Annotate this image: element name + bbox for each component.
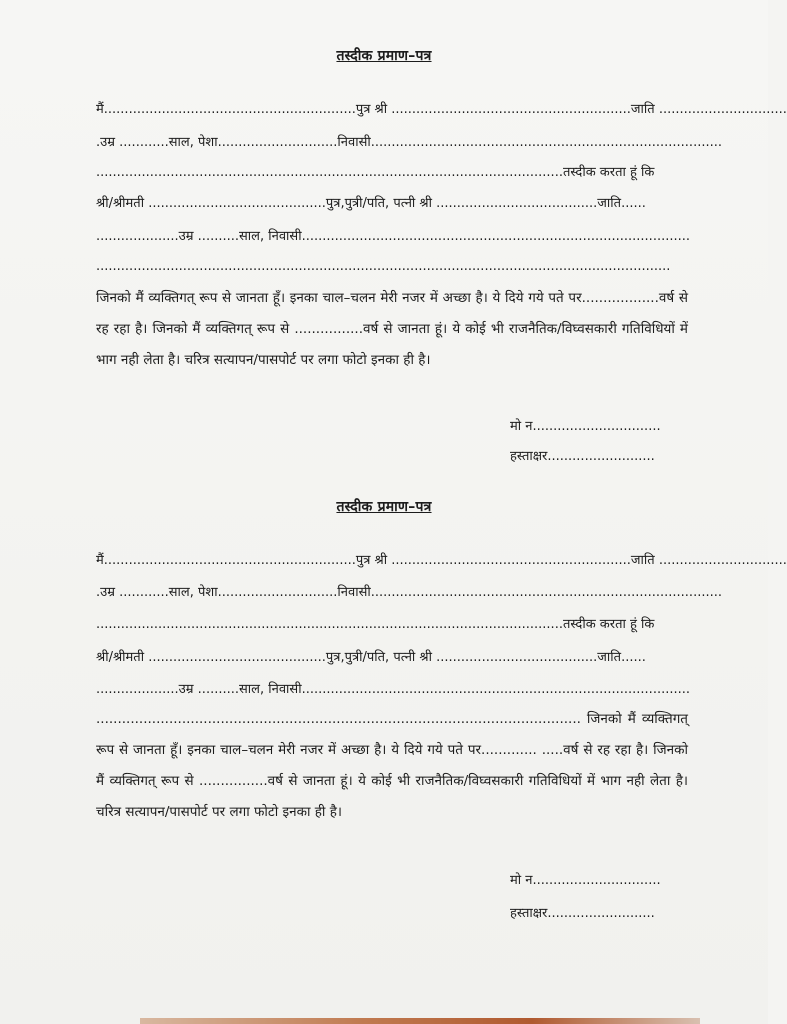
form1-title: तस्दीक प्रमाण–पत्र xyxy=(336,48,432,64)
form1-line-age: .उम्र ............साल, पेशा.............................निवासी..................................................................................... xyxy=(96,135,722,150)
form2-signature: हस्ताक्षर.......................... xyxy=(510,906,655,921)
form1-line-subject-age: ....................उम्र ..........साल, निवासी.............................................................................................. xyxy=(96,229,691,244)
form1-paragraph: जिनको मैं व्यक्तिगत् रूप से जानता हूँ। इनका चाल–चलन मेरी नजर में अच्छा है। ये दिये गये पते पर..................वर्ष से रह रहा है। जिनको मैं व्यक्तिगत् रूप से ................वर्ष से जानता हूं। ये कोई भी राजनैतिक/विघ्वसकारी गतिविधियों में भाग नही लेता है। चरित्र सत्यापन/पासपोर्ट पर लगा फोटो इनका ही है। xyxy=(96,290,688,368)
form2-paragraph: ................................................................................................................. जिनको मैं व्यक्तिगत् रूप से जानता हूँ। इनका चाल–चलन मेरी नजर में अच्छा है। ये दिये गये पते पर............. .....वर्ष से रह रहा है। जिनको मैं व्यक्तिगत् रूप से ................वर्ष से जानता हूं। ये कोई भी राजनैतिक/विघ्वसकारी गतिविधियों में भाग नही लेता है। चरित्र सत्यापन/पासपोर्ट पर लगा फोटो इनका ही है। xyxy=(96,711,688,820)
form2-mobile: मो न............................... xyxy=(510,873,661,888)
form1-signature: हस्ताक्षर.......................... xyxy=(510,449,655,464)
form1-line-subject: श्री/श्रीमती ...........................................पुत्र,पुत्री/पति, पत्नी श्री .......................................जाति...... xyxy=(96,196,646,211)
paper-edge-strip xyxy=(140,1018,700,1024)
form1-line-certify: .................................................................................................................तस्दीक करता हूं कि xyxy=(96,165,655,180)
form1-line-address: ........................................................................................................................................... xyxy=(96,259,671,274)
form2-line-certify: .................................................................................................................तस्दीक करता हूं कि xyxy=(96,617,655,632)
form2-line-subject-age: ....................उम्र ..........साल, निवासी.............................................................................................. xyxy=(96,682,691,697)
form2-title: तस्दीक प्रमाण–पत्र xyxy=(336,499,432,515)
form2-line-subject: श्री/श्रीमती ...........................................पुत्र,पुत्री/पति, पत्नी श्री .......................................जाति...... xyxy=(96,650,646,665)
form1-line-name: मैं.............................................................पुत्र श्री ..........................................................जाति ............................... xyxy=(96,102,787,117)
form2-line-name: मैं.............................................................पुत्र श्री ..........................................................जाति ............................... xyxy=(96,553,787,568)
form2-line-age: .उम्र ............साल, पेशा.............................निवासी..................................................................................... xyxy=(96,585,722,600)
form1-mobile: मो न............................... xyxy=(510,419,661,434)
